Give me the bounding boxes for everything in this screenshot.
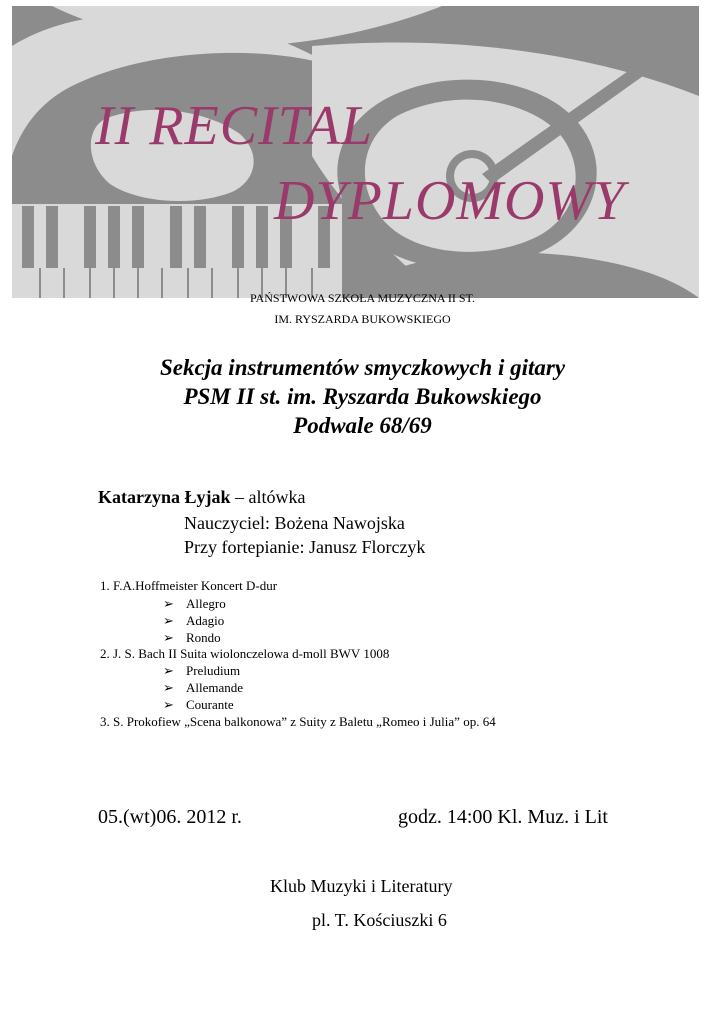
arrow-bullet-icon: ➢	[163, 596, 174, 611]
arrow-bullet-icon: ➢	[163, 663, 174, 678]
event-time-place: godz. 14:00 Kl. Muz. i Lit	[398, 806, 608, 828]
pianist: Przy fortepianie: Janusz Florczyk	[184, 537, 426, 557]
movement-item: ➢ Rondo	[163, 630, 221, 645]
banner-title-line1: II RECITAL	[95, 95, 374, 157]
arrow-bullet-icon: ➢	[163, 630, 174, 645]
movement-item: ➢ Preludium	[163, 663, 241, 678]
arrow-bullet-icon: ➢	[163, 613, 174, 628]
section-title: Sekcja instrumentów smyczkowych i gitary	[159, 355, 566, 380]
arrow-bullet-icon: ➢	[163, 697, 174, 712]
section-school: PSM II st. im. Ryszarda Bukowskiego	[183, 384, 542, 409]
movement-item: ➢ Allemande	[163, 680, 244, 695]
header-banner	[12, 6, 699, 298]
program-item-1: 1. F.A.Hoffmeister Koncert D-dur	[100, 578, 278, 593]
performer-instrument: – altówka	[230, 487, 306, 507]
movement-item: ➢ Allegro	[163, 596, 226, 611]
program-item-2: 2. J. S. Bach II Suita wiolonczelowa d-moll BWV 1008	[100, 646, 390, 661]
movement-item: ➢ Adagio	[163, 613, 225, 628]
event-date: 05.(wt)06. 2012 r.	[98, 806, 242, 828]
arrow-bullet-icon: ➢	[163, 680, 174, 695]
section-address: Podwale 68/69	[293, 413, 432, 438]
venue-name: Klub Muzyki i Literatury	[270, 876, 453, 896]
program-item-3: 3. S. Prokofiew „Scena balkonowa” z Suity z Baletu „Romeo i Julia” op. 64	[100, 714, 496, 729]
school-patron: IM. RYSZARDA BUKOWSKIEGO	[274, 312, 451, 326]
teacher: Nauczyciel: Bożena Nawojska	[184, 513, 405, 533]
venue-address: pl. T. Kościuszki 6	[312, 910, 447, 930]
movement-item: ➢ Courante	[163, 697, 234, 712]
banner-title-line2: DYPLOMOWY	[274, 170, 626, 232]
performer-name: Katarzyna Łyjak	[98, 487, 231, 507]
school-name: PAŃSTWOWA SZKOŁA MUZYCZNA II ST.	[249, 291, 475, 305]
performer	[98, 487, 305, 508]
